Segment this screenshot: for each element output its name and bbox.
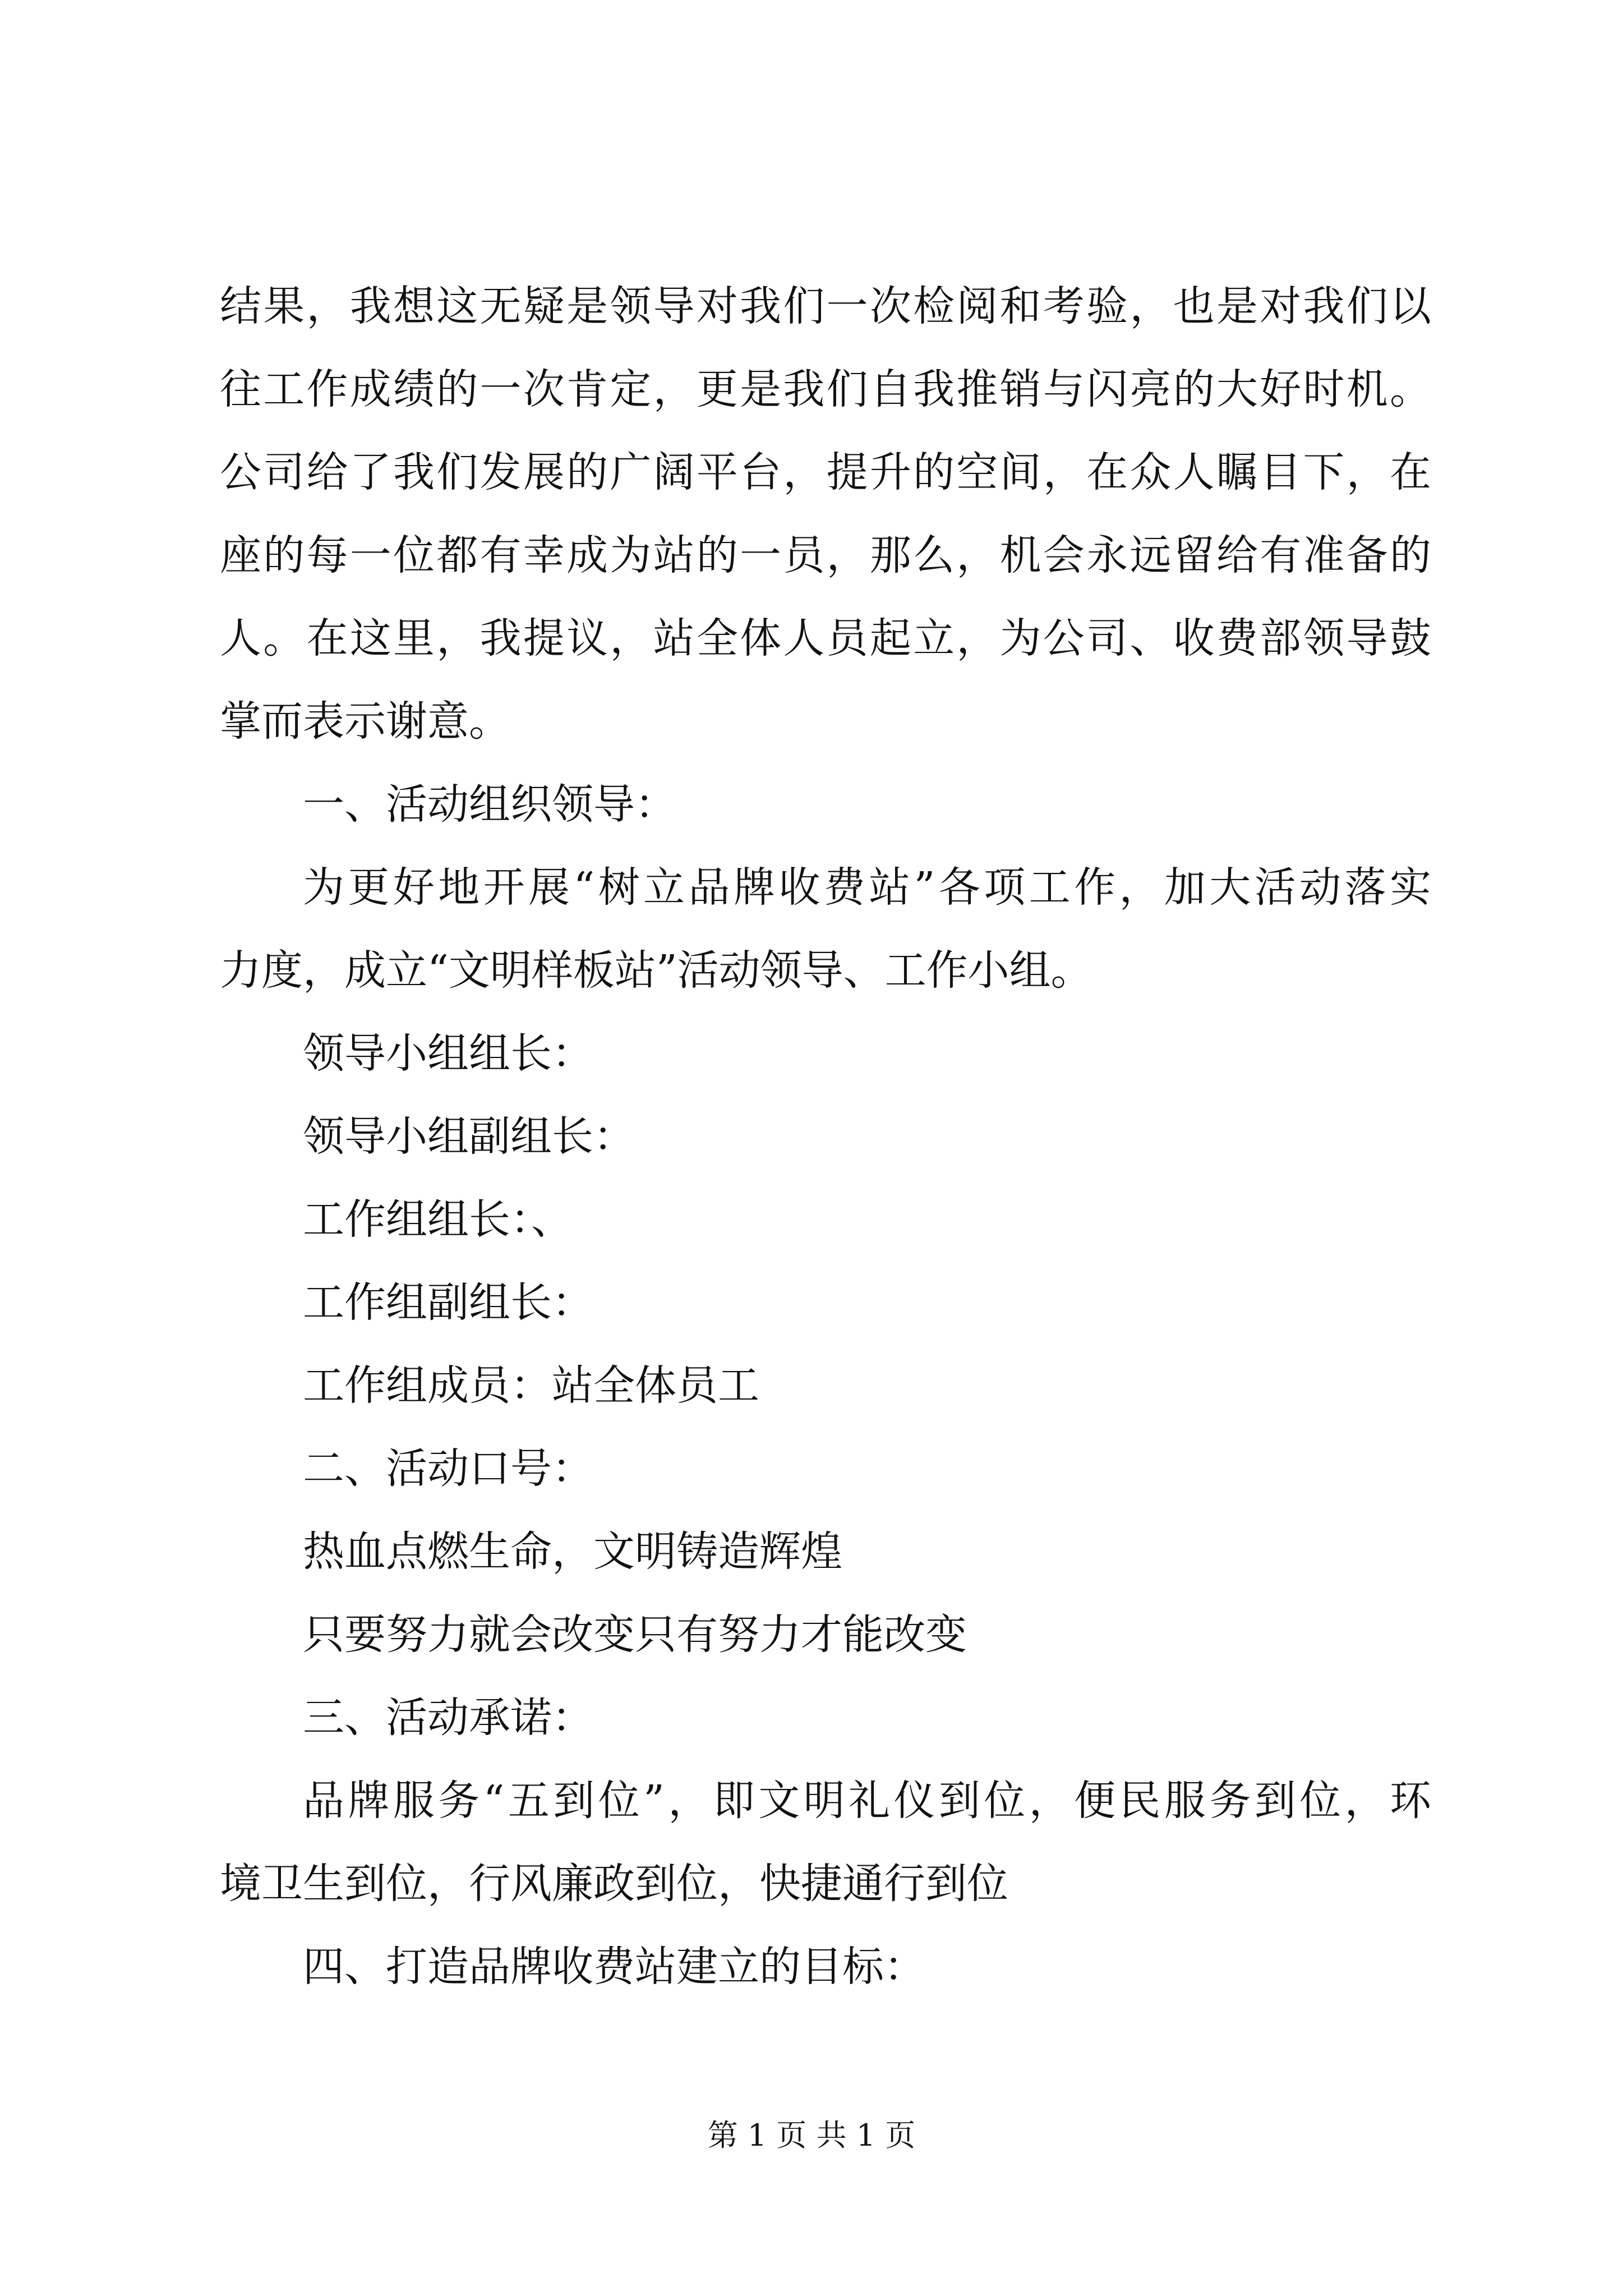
paragraph-line: 境卫生到位，行风廉政到位，快捷通行到位 [220, 1860, 1008, 1908]
paragraph-line: 公司给了我们发展的广阔平台，提升的空间，在众人瞩目下，在 [220, 448, 1431, 496]
paragraph-line: 往工作成绩的一次肯定，更是我们自我推销与闪亮的大好时机。 [220, 365, 1431, 413]
list-item: 工作组成员：站全体员工 [303, 1361, 759, 1410]
paragraph-line: 力度，成立“文明样板站”活动领导、工作小组。 [220, 946, 1092, 995]
section-heading: 二、活动口号： [303, 1444, 593, 1493]
section-heading: 一、活动组织领导： [303, 780, 676, 829]
paragraph-line: 掌而表示谢意。 [220, 697, 510, 746]
page-footer: 第 1 页 共 1 页 [707, 2118, 916, 2153]
slogan-line: 热血点燃生命，文明铸造辉煌 [303, 1527, 842, 1576]
list-item: 领导小组组长： [303, 1029, 593, 1078]
list-item: 工作组副组长： [303, 1278, 593, 1327]
paragraph-line: 人。在这里，我提议，站全体人员起立，为公司、收费部领导鼓 [220, 614, 1431, 662]
paragraph-line: 座的每一位都有幸成为站的一员，那么，机会永远留给有准备的 [220, 531, 1431, 579]
section-heading: 三、活动承诺： [303, 1694, 593, 1742]
paragraph-line: 为更好地开展“树立品牌收费站”各项工作，加大活动落实 [303, 863, 1431, 912]
paragraph-line: 品牌服务“五到位”，即文明礼仪到位，便民服务到位，环 [303, 1777, 1431, 1825]
slogan-line: 只要努力就会改变只有努力才能改变 [303, 1611, 967, 1659]
list-item: 领导小组副组长： [303, 1112, 635, 1161]
section-heading: 四、打造品牌收费站建立的目标： [303, 1943, 925, 1991]
list-item: 工作组组长：、 [303, 1195, 573, 1244]
paragraph-line: 结果，我想这无疑是领导对我们一次检阅和考验，也是对我们以 [220, 282, 1431, 330]
document-body [220, 265, 1431, 2008]
